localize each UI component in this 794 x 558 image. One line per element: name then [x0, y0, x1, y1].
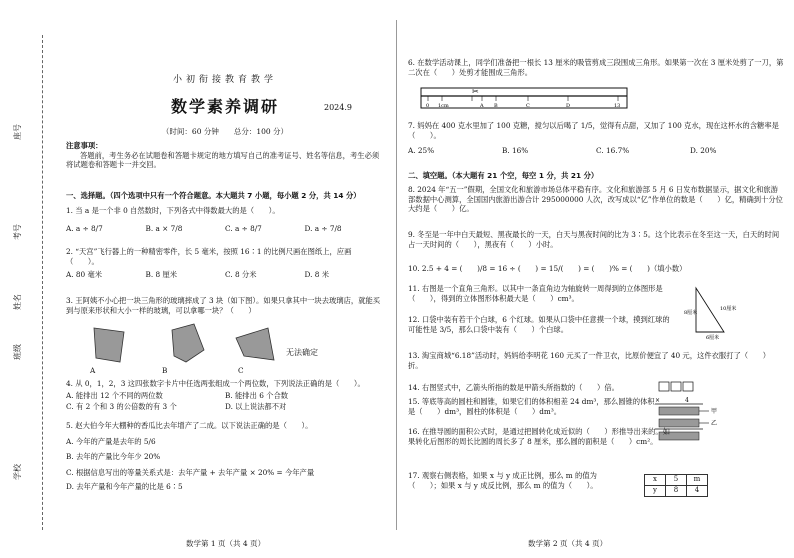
svg-text:×: ×: [655, 397, 661, 404]
ruler-label-0: 0: [426, 103, 430, 109]
q4-options: [66, 391, 384, 412]
ruler-label-d: D: [566, 103, 571, 109]
x-header: x: [645, 475, 666, 486]
q1-option-b[interactable]: B. a × 7/8: [145, 223, 183, 233]
seat-label: 座号: [13, 124, 22, 140]
question-4: [66, 379, 384, 412]
footer-right: 数学第 2 页（共 4 页）: [528, 539, 608, 548]
question-2: [66, 247, 384, 280]
question-3: [66, 296, 384, 315]
xy-row-y: [645, 486, 708, 497]
q7-option-d[interactable]: D. 20%: [690, 146, 717, 156]
ruler-label-a: A: [480, 103, 484, 109]
ruler-label-13: 13: [614, 103, 621, 109]
tri-label-hyp: 10厘米: [720, 306, 737, 312]
exam-date: 2024.9: [324, 103, 352, 112]
ruler-label-c: C: [526, 103, 530, 109]
q5-text: 5. 赵大伯今年大棚种的香瓜比去年增产了二成。以下说法正确的是（ ）。: [66, 421, 313, 430]
q4-option-c[interactable]: C. 有 2 个和 3 的公倍数的有 3 个: [66, 402, 177, 412]
question-16: 16. 在推导圆的面积公式时，是通过把圆转化成近似的（ ）形推导出来的。如果转化后图形的周长比圆的周长多了 8 厘米，那么圆的面积是（ ）cm²。: [408, 427, 671, 446]
ruler-label-1cm: 1cm: [438, 103, 449, 109]
q1-option-c[interactable]: C. a ÷ 8/7: [225, 223, 262, 233]
q7-option-b[interactable]: B. 16%: [502, 146, 529, 156]
y-value-2: 4: [687, 486, 708, 497]
right-triangle-figure: [686, 284, 776, 340]
question-11: 11. 右图是一个直角三角形。以其中一条直角边为轴旋转一周得到的立体图形是（ ），得到的立体图形体积最大是（ ）cm³。: [408, 284, 663, 303]
q2-options: [66, 270, 384, 280]
question-14: 14. 右图竖式中，乙箭头所指的数是甲箭头所指数的（ ）倍。: [408, 383, 619, 392]
name-label: 姓名: [13, 294, 22, 310]
footer-left: 数学第 1 页（共 4 页）: [186, 539, 266, 548]
q4-option-a[interactable]: A. 能排出 12 个不同的两位数: [66, 390, 163, 400]
calc-label-yi: 乙: [711, 420, 718, 427]
calc-digit-4: 4: [685, 397, 689, 404]
q2-option-b[interactable]: B. 8 厘米: [145, 270, 178, 280]
calc-label-jia: 甲: [711, 408, 718, 415]
q4-option-b[interactable]: B. 能排出 6 个合数: [225, 390, 289, 400]
question-15: 15. 等底等高的圆柱和圆锥，如果它们的体积相差 24 dm³，那么圆锥的体积是（ ）dm³，圆柱的体积是（ ）dm³。: [408, 397, 655, 416]
q1-option-a[interactable]: A. a ÷ 8/7: [66, 223, 103, 233]
right-column: [408, 0, 784, 558]
q2-option-a[interactable]: A. 80 毫米: [66, 270, 103, 280]
ruler-frame: [421, 88, 627, 108]
question-9: 9. 冬至是一年中白天最短、黑夜最长的一天，白天与黑夜时间的比为 3∶5。这个比表示在冬至这一天，白天的时间占一天时间的（ ），黑夜有（ ）小时。: [408, 230, 780, 249]
q5-option-a[interactable]: A. 今年的产量是去年的 5/6: [66, 436, 156, 446]
q1-option-d[interactable]: D. a ÷ 7/8: [304, 223, 342, 233]
section-1-title: 一、选择题。（四个选项中只有一个符合题意。本大题共 7 小题，每小题 2 分，共 14 分）: [66, 191, 361, 200]
question-1: [66, 206, 384, 233]
scissors-icon: ✂: [472, 87, 479, 96]
q7-text: 7. 妈妈在 400 克水里加了 100 克糖，搅匀以后喝了 1/5，觉得有点甜，又加了 100 克水，现在这杯水的含糖率是（ ）。: [408, 121, 779, 140]
question-7: [408, 121, 784, 156]
q4-option-d[interactable]: D. 以上说法都不对: [225, 402, 287, 412]
notes-title: 注意事项：: [66, 141, 103, 150]
binding-line: [42, 35, 43, 530]
question-5: [66, 421, 384, 491]
x-value-1: 5: [666, 475, 687, 486]
time-score: （时间：60 分钟 总分：100 分）: [161, 127, 289, 136]
xy-row-x: [645, 475, 708, 486]
left-column: [66, 0, 384, 558]
tri-label-base: 6厘米: [706, 335, 720, 341]
tri-label-side: 8厘米: [684, 310, 698, 316]
y-header: y: [645, 486, 666, 497]
ruler-figure: [420, 84, 630, 112]
q3-label-a[interactable]: A: [90, 366, 96, 375]
q2-option-c[interactable]: C. 8 分米: [225, 270, 257, 280]
q3-label-b[interactable]: B: [162, 366, 168, 375]
q5-option-c[interactable]: C. 根据信息写出的等量关系式是：去年产量 + 去年产量 × 20% = 今年产量: [66, 467, 315, 477]
q1-options: [66, 224, 384, 234]
question-12: 12. 口袋中装有若干个白球，6 个红球。如果从口袋中任意摸一个球，摸到红球的可能性是 3/5，那么口袋中装有（ ）个白球。: [408, 315, 670, 334]
q3-text: 3. 王阿姨不小心把一块三角形的玻璃摔成了 3 块（如下图）。如果只拿其中一块去玻璃店，就能买到与原来形状和大小一样的玻璃，可以拿哪一块？（ ）: [66, 296, 381, 315]
q5-option-b[interactable]: B. 去年的产量比今年少 20%: [66, 452, 161, 462]
q2-option-d[interactable]: D. 8 米: [304, 270, 329, 280]
glass-piece-b: [172, 324, 204, 362]
glass-pieces-figure: [86, 322, 366, 372]
q1-text: 1. 当 a 是一个非 0 自然数时，下列各式中得数最大的是（ ）。: [66, 206, 280, 215]
glass-piece-c: [236, 328, 274, 360]
xy-table: [644, 474, 708, 497]
question-13: 13. 淘宝商城“6.18”活动时，妈妈给李明花 160 元买了一件卫衣，比原价便宜了 40 元，这件衣服打了（ ）折。: [408, 351, 770, 370]
q5-option-d[interactable]: D. 去年产量和今年产量的比是 6∶5: [66, 481, 183, 491]
q4-text: 4. 从 0，1，2，3 这四张数字卡片中任选两张组成一个两位数，下列说法正确的是（ ）。: [66, 379, 365, 388]
exam-no-label: 考号: [13, 224, 22, 240]
section-2-title: 二、填空题。（本大题有 21 个空，每空 1 分，共 21 分）: [408, 171, 599, 180]
ruler-label-b: B: [494, 103, 498, 109]
class-label: 班级: [13, 344, 22, 360]
ruler-ticks: [428, 96, 618, 101]
school-label: 学校: [13, 464, 22, 480]
x-value-2: m: [687, 475, 708, 486]
question-8: 8. 2024 年“五一”假期，全国文化和旅游市场总体平稳有序。文化和旅游部 5 月 6 日发布数据显示，据文化和旅游部数据中心测算，全国国内旅游出游合计 295000000 人次，改写成以“亿”作单位的数是（ ）亿，精确到十分位大约是（ ）亿。: [408, 185, 783, 214]
q2-text: 2. “天宫”飞行器上的一种精密零件，长 5 毫米，按照 16∶1 的比例尺画在图纸上，应画（ ）。: [66, 247, 352, 266]
binding-margin: [0, 0, 62, 558]
column-divider: [396, 20, 397, 530]
glass-piece-a: [94, 328, 124, 362]
q7-option-a[interactable]: A. 25%: [408, 146, 435, 156]
question-6: 6. 在数学活动课上，同学们准备把一根长 13 厘米的吸管剪成三段围成三角形。如果第一次在 3 厘米处剪了一刀，第二次在（ ）处剪才能围成三角形。: [408, 58, 784, 77]
page-title: 数学素养调研: [170, 97, 279, 116]
question-10: 10. 2.5 + 4 = ( )/8 = 16 ÷ ( ) = 15/( ) = ( )% = ( )（填小数）: [408, 264, 687, 273]
q7-options: [408, 146, 784, 156]
y-value-1: 8: [666, 486, 687, 497]
q7-option-c[interactable]: C. 16.7%: [596, 146, 630, 156]
question-17: 17. 观察右侧表格，如果 x 与 y 成正比例，那么 m 的值为（ ）；如果 x 与 y 成反比例，那么 m 的值为（ ）。: [408, 471, 598, 490]
q3-label-d[interactable]: 无法确定: [286, 348, 318, 357]
notes: [66, 141, 384, 170]
q3-label-c[interactable]: C: [238, 366, 244, 375]
subtitle: 小初衔接教育教学: [172, 75, 277, 85]
notes-text: 答题前，考生务必在试题卷和答题卡规定的地方填写自己的准考证号、姓名等信息，考生必须将试题卷和答题卡一并交回。: [66, 150, 380, 170]
